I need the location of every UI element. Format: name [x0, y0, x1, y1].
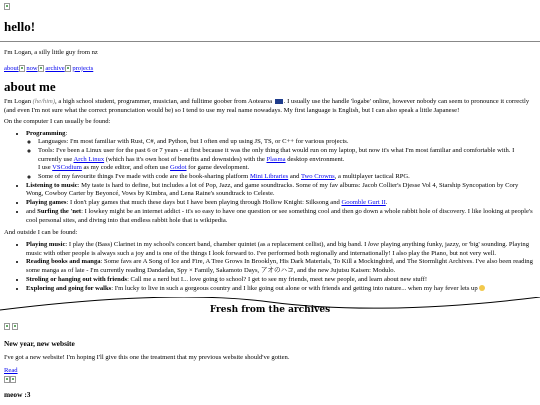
- nav-link-archive[interactable]: archive: [45, 64, 65, 72]
- programming-sublist: [26, 138, 536, 182]
- item-text: : I'm lucky to live in such a gorgeous country and I like going out alone or with friends and getting into nature... when my hay fever lets up: [111, 284, 478, 292]
- item-label: Listening to music: [26, 181, 78, 189]
- item-text: : My taste is hard to define, but includes a lot of Pop, Jazz, and game soundtracks. Some of my fav albums: Jacob Collier's Djesse Vol 4, Starship Syncopation by Cory Wong, Cowboy Carter by Beyoncé, Vows by Kimbra, and Lena Raine's soundtrack to Celeste.: [26, 181, 519, 198]
- list-item: [26, 130, 536, 182]
- wave-divider: [0, 297, 540, 313]
- tagline: I'm Logan, a silly little guy from nz: [4, 48, 98, 56]
- item-text: .: [385, 199, 388, 207]
- computer-list: [4, 130, 536, 226]
- list-item: [26, 241, 536, 258]
- nav-link-about[interactable]: about: [4, 64, 19, 72]
- item-text: playing anything funky, jazzy, or 'big' sounding. Playing music with other people is always such a joy and is one of the things I look forward to. I've performed both regionally and internationally! I also play the Piano, but not very well.: [26, 241, 529, 257]
- site-nav: [4, 65, 536, 74]
- post-image-row: [4, 323, 536, 332]
- about-intro: [4, 98, 536, 115]
- nz-flag-icon: [275, 99, 283, 104]
- item-text: : Call me a nerd but I... love going to school? I get to see my friends, meet new people, and learn about new stuff!: [127, 275, 428, 283]
- nav-separator-icon: [19, 65, 25, 72]
- site-title: hello!: [4, 18, 36, 34]
- header-divider: [0, 41, 540, 42]
- item-text: and: [288, 173, 301, 181]
- vscodium-link[interactable]: VSCodium: [52, 164, 82, 172]
- arch-linux-link[interactable]: Arch Linux: [73, 155, 105, 163]
- list-item: [38, 147, 536, 173]
- list-item: [26, 199, 536, 208]
- read-more: [4, 367, 536, 376]
- item-label: Surfing the 'net: [37, 207, 82, 215]
- item-text: Some of my favourite things I've made with code are the book-sharing platform: [38, 173, 250, 181]
- broken-image-icon: [10, 376, 16, 383]
- list-item: [26, 258, 536, 275]
- outside-list: [4, 241, 536, 293]
- post-title: New year, new website: [4, 338, 75, 348]
- list-item: [26, 276, 536, 285]
- item-text: desktop environment.: [285, 155, 345, 163]
- list-item: [26, 182, 536, 199]
- item-text: : I don't play games that much these days but I have been playing through Hollow Knight: Silksong and: [66, 199, 342, 207]
- emphasis-text: love: [367, 241, 379, 248]
- outside-line: And outside I can be found:: [4, 229, 78, 237]
- item-label: Reading books and manga: [26, 258, 101, 266]
- item-text: I use: [38, 164, 53, 172]
- intro-text: I'm Logan: [4, 98, 32, 106]
- intro-text: . I usually use the handle 'logabe' online, however nobody can seem to pronounce it correctly (and even I'm not sure what the correct pronunciation would be) so I tend to use my real name nowadays. My first language is English, but I can also speak a little Japanese!: [4, 98, 530, 115]
- item-text: : I lowkey might be an internet addict - it's so easy to have one question or see something cool and then go down a whole rabbit hole of discovery. I like looking at people's cool personal sites, and diving into that endless rabbit hole that is wikipedia.: [26, 207, 533, 224]
- item-text: , a multiplayer tactical RPG.: [334, 173, 410, 181]
- broken-image-icon: [12, 323, 18, 330]
- smile-emoji-icon: [479, 285, 485, 291]
- post-excerpt: I've got a new website! I'm hoping I'll give this one the treatment that my previous website should've gotten.: [4, 353, 290, 361]
- item-label: Programming: [26, 129, 66, 137]
- archives-heading: Fresh from the archives: [209, 305, 331, 316]
- item-text: : I play the (Bass) Clarinet in my school's concert band, chamber quintet (as a replacement cellist), and big band. I: [65, 241, 368, 248]
- item-text: as my code editor, and often use: [81, 164, 171, 172]
- plasma-link[interactable]: Plasma: [266, 155, 286, 163]
- list-item: ◦ Languages: I'm most familiar with Rust, C#, and Python, but I often end up using JS, TS, or C++ for various projects.: [38, 138, 536, 147]
- godot-link[interactable]: Godot: [170, 164, 187, 172]
- nav-link-now[interactable]: now: [26, 64, 38, 72]
- item-text: (which has it's own host of benefits and downsides) with the: [104, 155, 267, 163]
- item-label: Exploring and going for walks: [26, 284, 112, 292]
- post-title: meow :3: [4, 389, 31, 399]
- pronouns: (he/him): [32, 98, 56, 106]
- read-link[interactable]: Read: [4, 367, 18, 375]
- goomble-gurt-link[interactable]: Goomble Gurt II: [341, 199, 386, 207]
- wave-divider-graphic: [0, 297, 540, 313]
- list-item: [38, 173, 536, 182]
- header-image-icon: [4, 3, 10, 10]
- intro-text: , a high school student, programmer, musician, and fulltime goober from Aotearoa: [55, 98, 273, 106]
- item-text: : Some favs are A Song of Ice and Fire, A Tree Grows In Brooklyn, His Dark Materials, To Kill a Mockingbird, and The Stormlight Archives. I've also been reading some manga as of late - I'm currently reading Dandadan, Spy × Family, Sakamoto Days, アオのハコ, and the new Jujutsu Kaisen: Modulo.: [26, 258, 533, 275]
- list-item: [26, 208, 536, 225]
- item-text: Tools: I've been a Linux user for the past 6 or 7 years - at first because it was the only thing that would run on my laptop, but now it's what I'm most familiar and comfortable with. I currently use: [38, 146, 515, 163]
- broken-image-icon: [4, 323, 10, 330]
- nav-separator-icon: [65, 65, 71, 72]
- about-heading: about me: [4, 79, 56, 95]
- list-item: [26, 285, 536, 294]
- nav-link-projects[interactable]: projects: [72, 64, 94, 72]
- post-image-row: [4, 376, 536, 385]
- item-text: :: [65, 129, 68, 137]
- mini-libraries-link[interactable]: Mini Libraries: [249, 173, 289, 181]
- computer-line: On the computer I can usually be found:: [4, 117, 111, 125]
- two-crowns-link[interactable]: Two Crowns: [300, 173, 335, 181]
- item-text: and: [26, 207, 38, 215]
- item-text: for game development.: [186, 164, 250, 172]
- item-label: Stroling or hanging out with friends: [26, 275, 128, 283]
- nav-separator-icon: [38, 65, 44, 72]
- item-label: Playing games: [26, 199, 67, 207]
- item-label: Playing music: [26, 241, 66, 248]
